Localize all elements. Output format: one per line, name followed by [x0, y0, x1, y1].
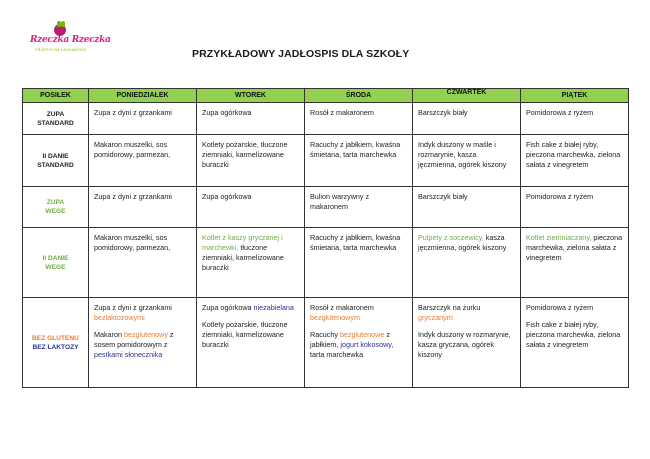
dish-text-segment: Racuchy z jabłkiem, kwaśna śmietana, tarta marchewka [310, 233, 401, 252]
dish-text-segment: Zupa ogórkowa [202, 108, 252, 117]
dish-text [418, 140, 516, 170]
dish-text-segment: z sosem pomidorowym z [94, 330, 174, 349]
menu-cell-monday [89, 103, 197, 135]
dish-text-segment: Zupa ogórkowa [202, 192, 252, 201]
dish-variant-note: bezlaktozowymi [94, 313, 145, 322]
meal-label-line: BEZ GLUTENU [32, 334, 79, 342]
dish-text [202, 233, 300, 273]
dish-text-segment: Pomidorowa z ryżem [526, 108, 594, 117]
menu-cell-wednesday [305, 103, 413, 135]
dish-text-segment: tłuczone ziemniaki, karmelizowane buraczki [202, 243, 284, 272]
dish-text [526, 233, 624, 263]
column-header-friday: PIĄTEK [521, 89, 629, 103]
meal-label-line: ZUPA [46, 110, 65, 118]
meal-label-line: WEGE [45, 208, 66, 215]
menu-cell-thursday [413, 228, 521, 298]
dish-text [94, 192, 192, 202]
dish-variant-note: gryczanym [418, 313, 453, 322]
dish-text-segment: Fish cake z białej ryby, pieczona marchewka, zielona sałata z vinegretem [526, 320, 621, 349]
meal-label-line: WEGE [45, 263, 66, 271]
menu-cell-wednesday [305, 135, 413, 187]
menu-cell-wednesday [305, 228, 413, 298]
menu-cell-monday [89, 298, 197, 388]
header-row [23, 89, 629, 103]
dish-text-segment: Barszczyk na żurku [418, 303, 481, 312]
dish-text-segment: kasza jęczmienna, ogórek kiszony [418, 233, 507, 252]
dish-text-segment: Indyk duszony w rozmarynie, kasza gryczana, ogórek kiszony [418, 330, 511, 359]
meal-label [23, 135, 89, 187]
meal-label-line: BEZ LAKTOZY [32, 343, 79, 351]
dish-text-segment: Fish cake z białej ryby, pieczona marchewka, zielona sałata z vinegretem [526, 140, 621, 169]
dish-text [94, 140, 192, 160]
dish-text-segment: tarta marchewka [310, 350, 364, 359]
dish-text [202, 108, 300, 118]
dish-text [418, 192, 516, 202]
meal-label [23, 298, 89, 388]
dish-text-segment: Racuchy [310, 330, 340, 339]
menu-cell-friday [521, 228, 629, 298]
dish-text [202, 320, 300, 350]
dish-text-segment: Zupa ogórkowa [202, 303, 254, 312]
dish-variant-note: bezglutenowy [123, 330, 168, 339]
dish-text-segment: Barszczyk biały [418, 192, 468, 201]
column-header-thursday: CZWARTEK [413, 89, 521, 103]
dish-text-segment: Rosół z makaronem [310, 303, 374, 312]
column-header-meal: POSIŁEK [23, 89, 89, 103]
dish-text [310, 233, 408, 253]
dish-variant-note: Kotlet z kaszy gryczanej i marchewki, [202, 233, 283, 252]
meal-label-line: ZUPA [46, 199, 65, 206]
dish-text [310, 140, 408, 160]
dish-text [94, 108, 192, 118]
menu-cell-thursday [413, 298, 521, 388]
meal-label [23, 187, 89, 228]
menu-cell-friday [521, 135, 629, 187]
dish-text [526, 303, 624, 313]
dish-text [310, 108, 408, 118]
dish-text [418, 108, 516, 118]
dish-text-segment: Rosół z makaronem [310, 108, 374, 117]
menu-cell-tuesday [197, 228, 305, 298]
dish-variant-note: bezglutenowe [339, 330, 385, 339]
menu-cell-tuesday [197, 103, 305, 135]
menu-cell-tuesday [197, 298, 305, 388]
dish-text-segment: z jabłkiem, [310, 330, 390, 349]
paragraph-gap [310, 323, 408, 330]
dish-text [418, 330, 516, 360]
paragraph-gap [94, 323, 192, 330]
logo-wordmark: Rzeczka Rzeczka [30, 35, 111, 45]
dish-text-segment: Zupa z dyni z grzankami [94, 108, 172, 117]
dish-variant-note: pestkami słonecznika [94, 350, 163, 359]
paragraph-gap [418, 323, 516, 330]
meal-label [23, 228, 89, 298]
dish-text [526, 108, 624, 118]
menu-cell-friday [521, 103, 629, 135]
dish-text [310, 192, 408, 212]
dish-text [202, 303, 300, 313]
paragraph-gap [202, 313, 300, 320]
menu-cell-wednesday [305, 298, 413, 388]
menu-cell-friday [521, 298, 629, 388]
menu-cell-monday [89, 228, 197, 298]
menu-cell-thursday [413, 187, 521, 228]
menu-table [22, 88, 629, 388]
dish-variant-note: niezabielana [253, 303, 294, 312]
dish-text-segment: Makaron [94, 330, 124, 339]
dish-text-segment: Racuchy z jabłkiem, kwaśna śmietana, tarta marchewka [310, 140, 401, 159]
paragraph-gap [526, 313, 624, 320]
dish-text [526, 140, 624, 170]
table-row [23, 103, 629, 135]
meal-label-line: II DANIE [42, 254, 69, 262]
column-header-wednesday: ŚRODA [305, 89, 413, 103]
menu-cell-tuesday [197, 187, 305, 228]
dish-variant-note: jogurt kokosowy, [340, 340, 394, 349]
dish-text [202, 140, 300, 170]
dish-text-segment: pieczona marchewka, zielona sałata z vinegretem [526, 233, 623, 262]
dish-text-segment: Zupa z dyni z grzankami [94, 303, 172, 312]
dish-text [418, 303, 516, 323]
menu-cell-monday [89, 187, 197, 228]
dish-text-segment: Pomidorowa z ryżem [526, 303, 594, 312]
dish-text [94, 303, 192, 323]
table-row [23, 228, 629, 298]
table-row [23, 187, 629, 228]
dish-text-segment: Makaron muszelki, sos pomidorowy, parmezan, [94, 140, 171, 159]
table-row [23, 298, 629, 388]
column-header-monday: PONIEDZIAŁEK [89, 89, 197, 103]
logo [30, 24, 111, 62]
dish-variant-note: bezglutenowym [310, 313, 360, 322]
dish-text [418, 233, 516, 253]
dish-text-segment: Bulion warzywny z makaronem [310, 192, 370, 211]
menu-cell-friday [521, 187, 629, 228]
dish-text-segment: Makaron muszelki, sos pomidorowy, parmezan, [94, 233, 171, 252]
dish-text-segment: Zupa z dyni z grzankami [94, 192, 172, 201]
dish-text [310, 330, 408, 360]
dish-text [202, 192, 300, 202]
dish-text-segment: Barszczyk biały [418, 108, 468, 117]
meal-label-line: STANDARD [37, 119, 74, 127]
dish-text [94, 330, 192, 360]
menu-cell-thursday [413, 103, 521, 135]
dish-text-segment: Indyk duszony w maśle i rozmarynie, kasza jęczmienna, ogórek kiszony [418, 140, 507, 169]
menu-cell-monday [89, 135, 197, 187]
meal-label [23, 103, 89, 135]
meal-label-line: STANDARD [37, 161, 74, 169]
dish-variant-note: Pulpety z soczewicy, [418, 233, 484, 242]
dish-text [310, 303, 408, 323]
leaf-icon [61, 21, 65, 27]
column-header-tuesday: WTOREK [197, 89, 305, 103]
meal-label-line: II DANIE [42, 152, 69, 160]
table-row [23, 135, 629, 187]
menu-cell-tuesday [197, 135, 305, 187]
dish-text-segment: Kotlety pożarskie, tłuczone ziemniaki, karmelizowane buraczki [202, 140, 288, 169]
menu-cell-wednesday [305, 187, 413, 228]
page-title: PRZYKŁADOWY JADŁOSPIS DLA SZKOŁY [192, 48, 410, 60]
dish-text [94, 233, 192, 253]
logo-tagline: PRZEPIS NA ŁASKAWOŚĆ [35, 48, 87, 52]
dish-text-segment: Kotlety pożarskie, tłuczone ziemniaki, karmelizowane buraczki [202, 320, 288, 349]
menu-cell-thursday [413, 135, 521, 187]
dish-text [526, 320, 624, 350]
dish-variant-note: Kotlet ziemniaczany, [526, 233, 592, 242]
dish-text [526, 192, 624, 202]
dish-text-segment: Pomidorowa z ryżem [526, 192, 594, 201]
